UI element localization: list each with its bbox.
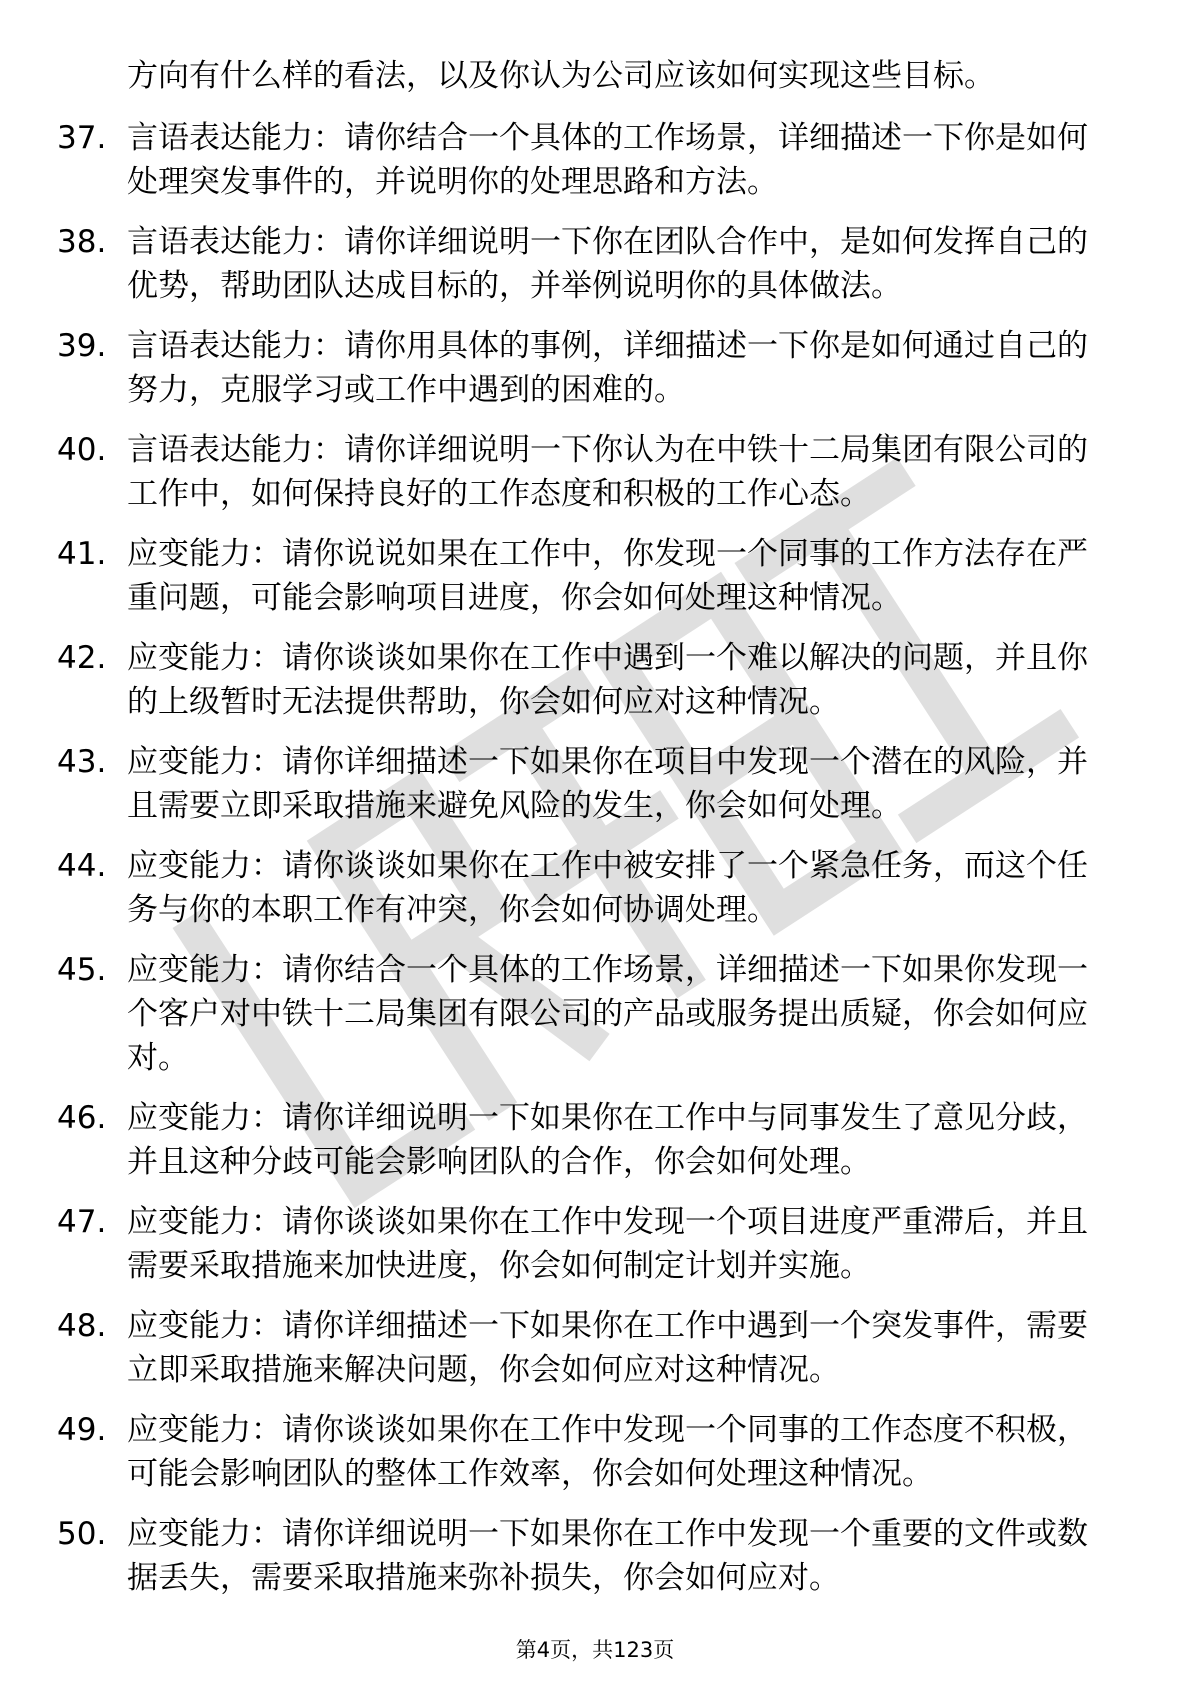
question-number: 45.: [57, 952, 107, 988]
page-footer: 第4页，共123页: [515, 1638, 675, 1662]
question-number: 48.: [57, 1308, 107, 1344]
question-number: 41.: [57, 536, 107, 572]
question-number: 38.: [57, 224, 107, 260]
list-item: [0, 1200, 1190, 1288]
question-number: 49.: [57, 1412, 107, 1448]
question-text: 言语表达能力：请你结合一个具体的工作场景，详细描述一下你是如何处理突发事件的，并说明你的处理思路和方法。: [127, 120, 1088, 200]
question-text: 应变能力：请你谈谈如果你在工作中发现一个项目进度严重滞后，并且需要采取措施来加快进度，你会如何制定计划并实施。: [127, 1204, 1088, 1284]
question-number: 46.: [57, 1100, 107, 1136]
list-item: [0, 532, 1190, 620]
question-text: 应变能力：请你结合一个具体的工作场景，详细描述一下如果你发现一个客户对中铁十二局集团有限公司的产品或服务提出质疑，你会如何应对。: [127, 952, 1088, 1076]
question-number: 39.: [57, 328, 107, 364]
list-item: [0, 116, 1190, 204]
question-text: 应变能力：请你谈谈如果你在工作中被安排了一个紧急任务，而这个任务与你的本职工作有冲突，你会如何协调处理。: [127, 848, 1088, 928]
list-item: [0, 844, 1190, 932]
question-text: 应变能力：请你说说如果在工作中，你发现一个同事的工作方法存在严重问题，可能会影响项目进度，你会如何处理这种情况。: [127, 536, 1088, 616]
question-text: 言语表达能力：请你用具体的事例，详细描述一下你是如何通过自己的努力，克服学习或工作中遇到的困难的。: [127, 328, 1088, 408]
list-item: [0, 1512, 1190, 1600]
question-number: 37.: [57, 120, 107, 156]
question-text: 应变能力：请你详细描述一下如果你在项目中发现一个潜在的风险，并且需要立即采取措施来避免风险的发生，你会如何处理。: [127, 744, 1088, 824]
question-text: 应变能力：请你详细描述一下如果你在工作中遇到一个突发事件，需要立即采取措施来解决问题，你会如何应对这种情况。: [127, 1308, 1088, 1388]
question-text: 言语表达能力：请你详细说明一下你认为在中铁十二局集团有限公司的工作中，如何保持良好的工作态度和积极的工作心态。: [127, 432, 1088, 512]
list-item: [0, 324, 1190, 412]
question-text: 应变能力：请你谈谈如果你在工作中发现一个同事的工作态度不积极，可能会影响团队的整体工作效率，你会如何处理这种情况。: [127, 1412, 1088, 1492]
question-text: 言语表达能力：请你详细说明一下你在团队合作中，是如何发挥自己的优势，帮助团队达成目标的，并举例说明你的具体做法。: [127, 224, 1088, 304]
list-item: [0, 948, 1190, 1080]
list-item: [0, 1408, 1190, 1496]
question-number: 42.: [57, 640, 107, 676]
list-item: [0, 1096, 1190, 1184]
question-number: 40.: [57, 432, 107, 468]
question-number: 44.: [57, 848, 107, 884]
question-number: 43.: [57, 744, 107, 780]
question-text: 应变能力：请你详细说明一下如果你在工作中与同事发生了意见分歧，并且这种分歧可能会影响团队的合作，你会如何处理。: [127, 1100, 1088, 1180]
question-list: [0, 116, 1190, 1616]
list-item: [0, 1304, 1190, 1392]
list-item: [0, 636, 1190, 724]
list-item: [0, 740, 1190, 828]
list-item: [0, 428, 1190, 516]
question-number: 50.: [57, 1516, 107, 1552]
continuation-text: 方向有什么样的看法，以及你认为公司应该如何实现这些目标。: [127, 58, 995, 94]
question-text: 应变能力：请你详细说明一下如果你在工作中发现一个重要的文件或数据丢失，需要采取措施来弥补损失，你会如何应对。: [127, 1516, 1088, 1596]
question-text: 应变能力：请你谈谈如果你在工作中遇到一个难以解决的问题，并且你的上级暂时无法提供帮助，你会如何应对这种情况。: [127, 640, 1088, 720]
question-number: 47.: [57, 1204, 107, 1240]
list-item: [0, 220, 1190, 308]
